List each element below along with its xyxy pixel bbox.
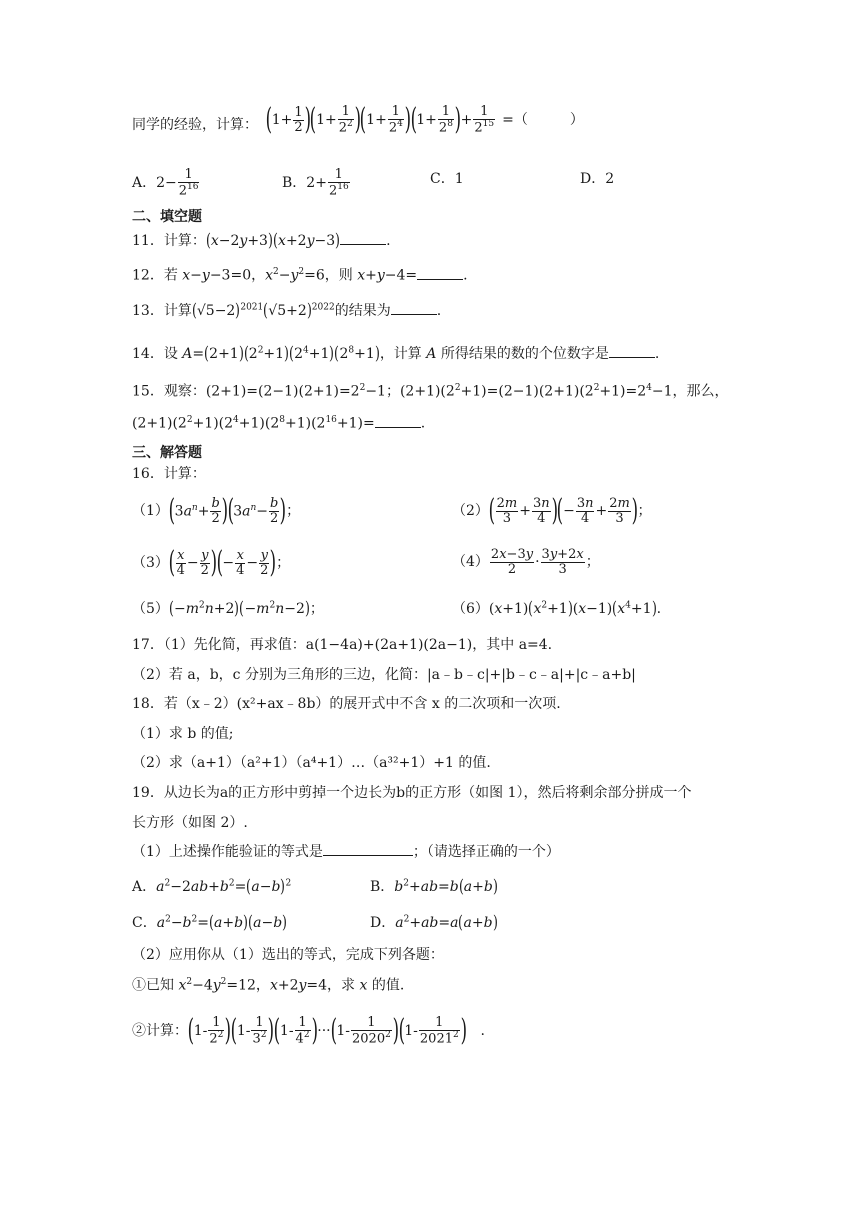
section-answer-heading: 三、解答题: [132, 445, 202, 461]
q15-line1: 15．观察：$(2+1)=(2-1)(2+1)=2^2-1$；$(2+1)(2^2+1)=(2-1)(2+1)(2^2+1)=2^4-1$，那么，: [132, 383, 729, 400]
q19-sub2-label: ②计算：: [132, 1023, 188, 1039]
q19-part2: （2）应用你从（1）选出的等式，完成下列各题：: [132, 947, 444, 963]
q19-sub1: ①已知 $x^2-4y^2=12$，x+2y=4，求 x 的值.: [132, 977, 405, 994]
q19-choice-d-label: D．: [370, 915, 396, 931]
q19-part1-text: （1）上述操作能验证的等式是: [132, 844, 323, 860]
q16-item-1: $(1)(3a^n+$ $\frac{b}{2}$ )($3a^n-$ $\frac{b}{2}$ )；: [132, 493, 301, 528]
q16-label-1: （1）: [132, 503, 169, 519]
q10-choice-d: D．2: [580, 171, 615, 187]
q10-expression: (1+ $\frac{1}{2}$ )(1+ $\frac{1}{2^2}$ )(1+ $\frac{1}{2^4}$ )(1+ $\frac{1}{2^8}$ )+ $\frac{1}{2^{15}}$ =（ ）: [265, 102, 584, 137]
q19-choice-a-label: A．: [132, 879, 157, 895]
q16-item-4: （4） $\frac{2x-3y}{2}$ · $\frac{3y+2x}{3}$ ；: [452, 547, 600, 577]
q16-item-3: （3）( $\frac{x}{4}$ − $\frac{y}{2}$ )(− $\frac{x}{4}$ − $\frac{y}{2}$ )；: [132, 545, 291, 580]
q16-label-4: （4）: [452, 554, 489, 571]
q19-part1-suffix: ；（请选择正确的一个）: [412, 844, 560, 860]
q19-choice-b: B．$b^2+ab=b(a+b)$: [370, 876, 498, 897]
q16-label-2: （2）: [452, 503, 489, 519]
q17-part2: （2）若 a，b，c 分别为三角形的三边，化简：|a﹣b﹣c|+|b﹣c﹣a|+|c﹣a+b|: [132, 667, 636, 683]
q19-choice-a: A．$a^2-2ab+b^2=(a-b)^2$: [132, 876, 292, 897]
q18-part2: （2）求（a+1）（a²+1）（a⁴+1）…（a³²+1）+1 的值.: [132, 755, 491, 771]
q19-stem-line1: 19．从边长为a的正方形中剪掉一个边长为b的正方形（如图 1），然后将剩余部分拼成一个: [132, 785, 692, 801]
q18-stem: 18．若（x﹣2）(x²+ax﹣8b）的展开式中不含 x 的二次项和一次项.: [132, 696, 561, 712]
q17-part1: 17．（1）先化简，再求值：a(1−4a)+(2a+1)(2a−1)，其中 a=4.: [132, 637, 553, 653]
q14: 14．设 $A=(2+1)(2^2+1)(2^4+1)(2^8+1)$，计算 A 所得结果的数的个位数字是 .: [132, 343, 660, 364]
q19-stem-line2: 长方形（如图 2）.: [132, 815, 248, 831]
q16-title: 16．计算：: [132, 466, 206, 482]
q10-prefix-text: 同学的经验，计算：: [132, 117, 258, 133]
q10-choice-c: C．1: [430, 171, 464, 187]
section-fill-heading: 二、填空题: [132, 209, 202, 225]
q11: 11．计算：(x−2y+3)(x+2y−3) .: [132, 230, 391, 251]
q18-part1: （1）求 b 的值;: [132, 726, 234, 742]
q10-choice-b: B．2+ $\frac{1}{2^{16}}$: [282, 167, 349, 198]
q16-label-6: （6）: [452, 601, 489, 617]
q19-sub2: ②计算：(1- $\frac{1}{2^2}$ )(1- $\frac{1}{3^2}$ )(1- $\frac{1}{4^2}$ )···(1- $\frac{1}{2020^2}$ )(1- $\frac{1}{2021^2}$ ) .: [132, 1013, 485, 1048]
q12: 12．若 x−y−3=0，$x^2-y^2=6$，则 x+y−4= .: [132, 267, 468, 284]
q19-choice-c: C．$a^2-b^2=(a+b)(a-b)$: [132, 912, 288, 933]
q16-label-5: （5）: [132, 601, 169, 617]
q19-part1: [132, 845, 560, 859]
q19-choice-b-label: B．: [370, 879, 395, 895]
q10-prefix: [132, 118, 258, 132]
q16-item-5: $(5)(-m^2n+2)(-m^2n-2)$；: [132, 598, 324, 619]
q13: 13．计算$(√5-2)^{2021}(√5+2)^{2022}$的结果为 .: [132, 300, 442, 321]
q16-item-2: （2）( $\frac{2m}{3}$ + $\frac{3n}{4}$ )(− $\frac{3n}{4}$ + $\frac{2m}{3}$ )；: [452, 493, 652, 528]
q16-label-3: （3）: [132, 555, 169, 571]
q16-item-6: $(6)(x+1)(x^2+1)(x-1)(x^4+1)$.: [452, 598, 662, 619]
q19-choice-c-label: C．: [132, 915, 157, 931]
q10-choice-a: A．2− $\frac{1}{2^{16}}$: [132, 167, 199, 198]
q19-choice-d: D．$a^2+ab=a(a+b)$: [370, 912, 498, 933]
q15-line2: $(2+1)(2^2+1)(2^4+1)(2^8+1)(2^{16}+1)=$ .: [132, 415, 426, 432]
